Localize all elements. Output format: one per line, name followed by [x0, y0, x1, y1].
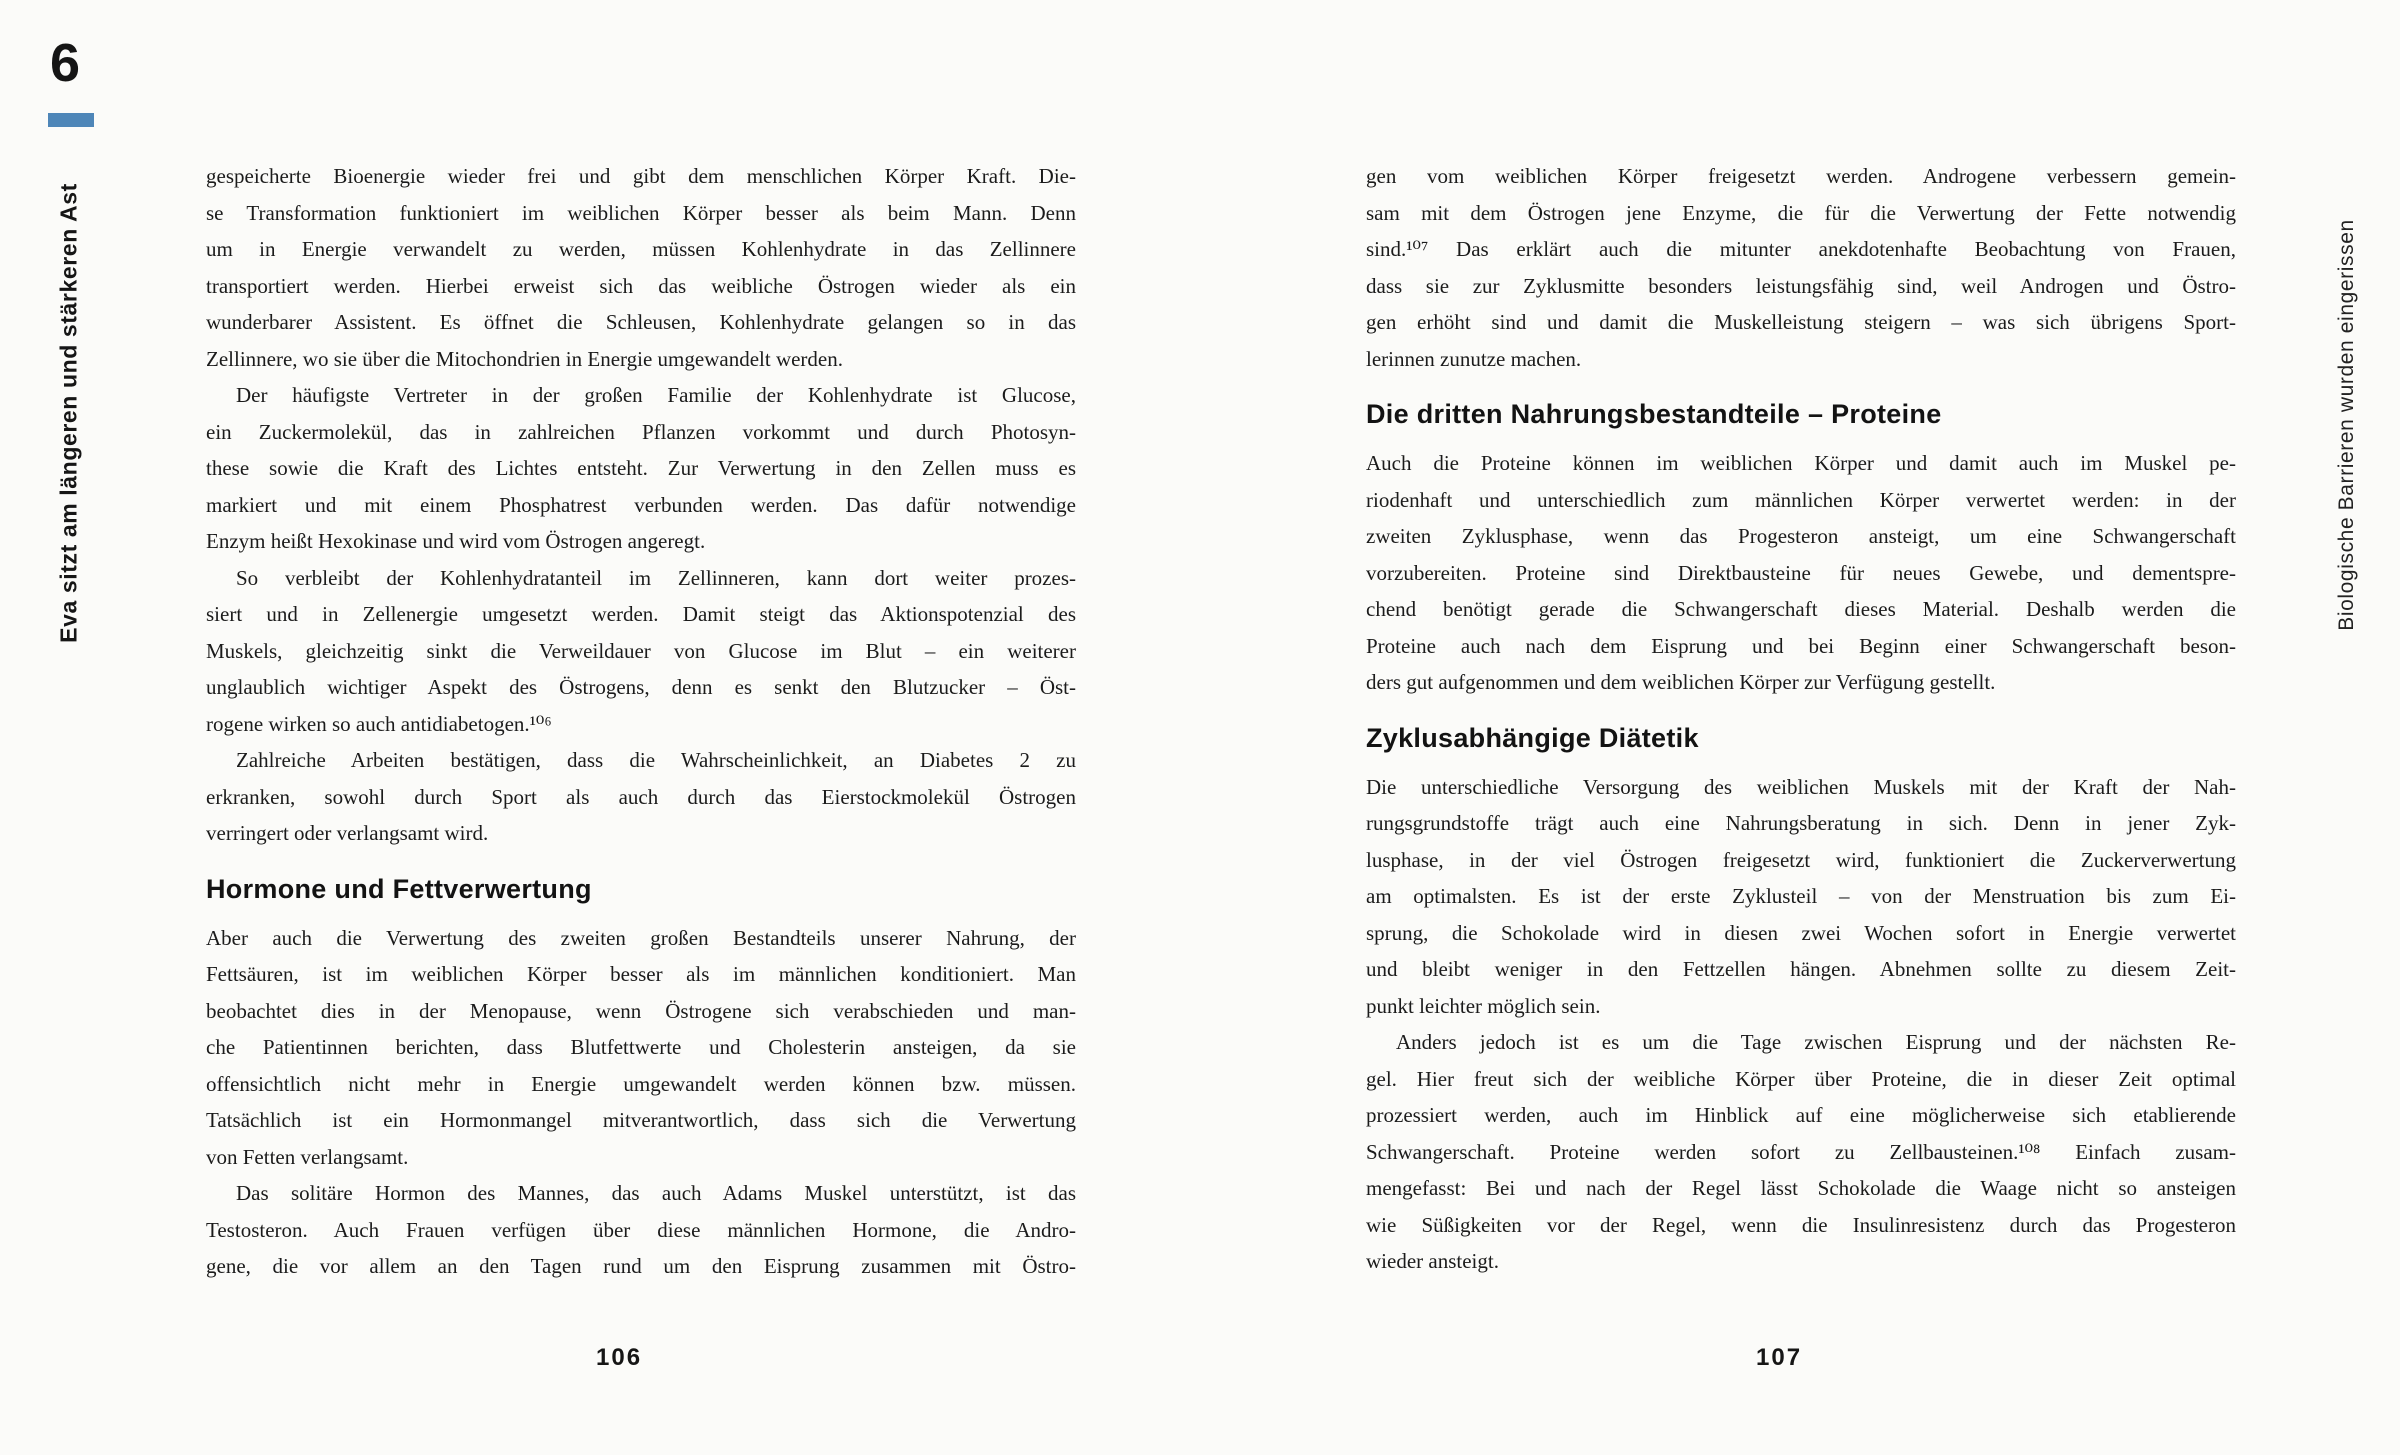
paragraph [206, 920, 1076, 1176]
text-line: vorzubereiten. Proteine sind Direktbausteine für neues Gewebe, und dementspre- [1366, 560, 2236, 585]
text-line: Zahlreiche Arbeiten bestätigen, dass die Wahrscheinlichkeit, an Diabetes 2 zu [236, 748, 1076, 772]
text-line: mengefasst: Bei und nach der Regel lässt Schokolade die Waage nicht so ansteigen [1366, 1176, 2236, 1200]
paragraph [206, 742, 1076, 852]
text-line: Auch die Proteine können im weiblichen Körper und damit auch im Muskel pe- [1366, 451, 2236, 475]
text-line: erkranken, sowohl durch Sport als auch durch das Eierstockmolekül Östrogen [206, 784, 1076, 809]
text-line: beobachtet dies in der Menopause, wenn Östrogene sich verabschieden und man- [206, 998, 1076, 1023]
text-line: wieder ansteigt. [1366, 1249, 1499, 1273]
text-line: Die unterschiedliche Versorgung des weiblichen Muskels mit der Kraft der Nah- [1366, 774, 2236, 799]
text-line: Schwangerschaft. Proteine werden sofort zu Zellbausteinen.¹⁰⁸ Einfach zusam- [1366, 1139, 2236, 1164]
text-line: um in Energie verwandelt zu werden, müssen Kohlenhydrate in das Zellinnere [206, 237, 1076, 261]
text-line: gespeicherte Bioenergie wieder frei und gibt dem menschlichen Körper Kraft. Die- [206, 164, 1076, 188]
text-line: ein Zuckermolekül, das in zahlreichen Pflanzen vorkommt und durch Photosyn- [206, 419, 1076, 444]
section-heading: Hormone und Fettverwertung [206, 873, 592, 904]
text-line: offensichtlich nicht mehr in Energie umgewandelt werden können bzw. müssen. [206, 1071, 1076, 1096]
text-line: sprung, die Schokolade wird in diesen zwei Wochen sofort in Energie verwertet [1366, 920, 2236, 945]
text-line: lusphase, in der viel Östrogen freigesetzt wird, funktioniert die Zuckerverwertung [1366, 847, 2236, 872]
text-line: von Fetten verlangsamt. [206, 1144, 409, 1169]
text-line: gen erhöht sind und damit die Muskelleistung steigern – was sich übrigens Sport- [1366, 310, 2236, 334]
text-line: siert und in Zellenergie umgesetzt werden. Damit steigt das Aktionspotenzial des [206, 602, 1076, 626]
text-line: prozessiert werden, auch im Hinblick auf eine möglicherweise sich etablierende [1366, 1103, 2236, 1127]
text-line: unglaublich wichtiger Aspekt des Östrogens, denn es senkt den Blutzucker – Öst- [206, 675, 1076, 699]
text-line: Tatsächlich ist ein Hormonmangel mitverantwortlich, dass sich die Verwertung [206, 1108, 1076, 1132]
text-line: Fettsäuren, ist im weiblichen Körper besser als im männlichen konditioniert. Man [206, 962, 1076, 986]
paragraph [1366, 158, 2236, 377]
text-line: und bleibt weniger in den Fettzellen hängen. Abnehmen sollte zu diesem Zeit- [1366, 957, 2236, 981]
chapter-number: 6 [50, 33, 80, 93]
text-line: lerinnen zunutze machen. [1366, 346, 1582, 371]
text-line: Der häufigste Vertreter in der großen Familie der Kohlenhydrate ist Glucose, [236, 383, 1076, 407]
text-line: rungsgrundstoffe trägt auch eine Nahrungsberatung in sich. Denn in jener Zyk- [1366, 811, 2236, 835]
text-line: transportiert werden. Hierbei erweist sich das weibliche Östrogen wieder als ein [206, 273, 1076, 298]
text-line: dass sie zur Zyklusmitte besonders leistungsfähig sind, weil Androgen und Östro- [1366, 273, 2236, 298]
text-line: riodenhaft und unterschiedlich zum männlichen Körper verwertet werden: in der [1366, 487, 2236, 512]
section-heading: Zyklusabhängige Diätetik [1366, 722, 1699, 753]
text-line: se Transformation funktioniert im weiblichen Körper besser als beim Mann. Denn [206, 200, 1076, 225]
text-line: Aber auch die Verwertung des zweiten großen Bestandteils unserer Nahrung, der [206, 925, 1076, 950]
text-line: markiert und mit einem Phosphatrest verbunden werden. Das dafür notwendige [206, 492, 1076, 517]
text-line: chend benötigt gerade die Schwangerschaft dieses Material. Deshalb werden die [1366, 597, 2236, 621]
chapter-accent-bar [48, 113, 94, 127]
text-line: rogene wirken so auch antidiabetogen.¹⁰⁶ [206, 711, 552, 736]
right-margin-title: Biologische Barrieren wurden eingerissen [2335, 219, 2358, 631]
text-line: wunderbarer Assistent. Es öffnet die Schleusen, Kohlenhydrate gelangen so in das [206, 310, 1076, 334]
text-line: sind.¹⁰⁷ Das erklärt auch die mitunter anekdotenhafte Beobachtung von Frauen, [1366, 237, 2236, 261]
text-line: wie Süßigkeiten vor der Regel, wenn die Insulinresistenz durch das Progesteron [1366, 1212, 2236, 1237]
text-line: gen vom weiblichen Körper freigesetzt werden. Androgene verbessern gemein- [1366, 164, 2236, 188]
text-line: So verbleibt der Kohlenhydratanteil im Zellinneren, kann dort weiter prozes- [236, 565, 1076, 590]
paragraph [206, 1175, 1076, 1285]
text-line: zweiten Zyklusphase, wenn das Progesteron ansteigt, um eine Schwangerschaft [1366, 524, 2236, 548]
section-heading: Die dritten Nahrungsbestandteile – Proteine [1366, 399, 1942, 429]
text-line: these sowie die Kraft des Lichtes entsteht. Zur Verwertung in den Zellen muss es [206, 456, 1076, 480]
text-line: am optimalsten. Es ist der erste Zyklusteil – von der Menstruation bis zum Ei- [1366, 884, 2236, 908]
text-line: ders gut aufgenommen und dem weiblichen Körper zur Verfügung gestellt. [1366, 670, 1996, 694]
paragraph [206, 377, 1076, 560]
text-line: Das solitäre Hormon des Mannes, das auch Adams Muskel unterstützt, ist das [236, 1181, 1076, 1205]
text-line: gene, die vor allem an den Tagen rund um den Eisprung zusammen mit Östro- [206, 1254, 1076, 1278]
page-number-right: 107 [1756, 1344, 1803, 1371]
text-line: Anders jedoch ist es um die Tage zwischen Eisprung und der nächsten Re- [1396, 1030, 2236, 1054]
paragraph [206, 560, 1076, 743]
left-margin-title: Eva sitzt am längeren und stärkeren Ast [55, 183, 82, 643]
text-line: verringert oder verlangsamt wird. [206, 821, 489, 845]
text-line: Muskels, gleichzeitig sinkt die Verweildauer von Glucose im Blut – ein weiterer [206, 638, 1076, 663]
text-line: gel. Hier freut sich der weibliche Körper über Proteine, die in dieser Zeit optimal [1366, 1066, 2236, 1091]
page-number-left: 106 [596, 1344, 643, 1371]
text-line: Testosteron. Auch Frauen verfügen über diese männlichen Hormone, die Andro- [206, 1217, 1076, 1242]
text-line: Proteine auch nach dem Eisprung und bei Beginn einer Schwangerschaft beson- [1366, 633, 2236, 658]
text-line: Zellinnere, wo sie über die Mitochondrien in Energie umgewandelt werden. [206, 346, 843, 371]
text-line: Enzym heißt Hexokinase und wird vom Östrogen angeregt. [206, 529, 706, 553]
paragraph [1366, 769, 2236, 1025]
paragraph [1366, 445, 2236, 701]
text-line: che Patientinnen berichten, dass Blutfettwerte und Cholesterin ansteigen, da sie [206, 1035, 1076, 1059]
paragraph [1366, 1024, 2236, 1280]
left-page-body [206, 158, 1076, 1285]
paragraph [206, 158, 1076, 377]
right-page-body [1366, 158, 2236, 1280]
text-line: sam mit dem Östrogen jene Enzyme, die für die Verwertung der Fette notwendig [1366, 200, 2236, 225]
text-line: punkt leichter möglich sein. [1366, 993, 1601, 1018]
